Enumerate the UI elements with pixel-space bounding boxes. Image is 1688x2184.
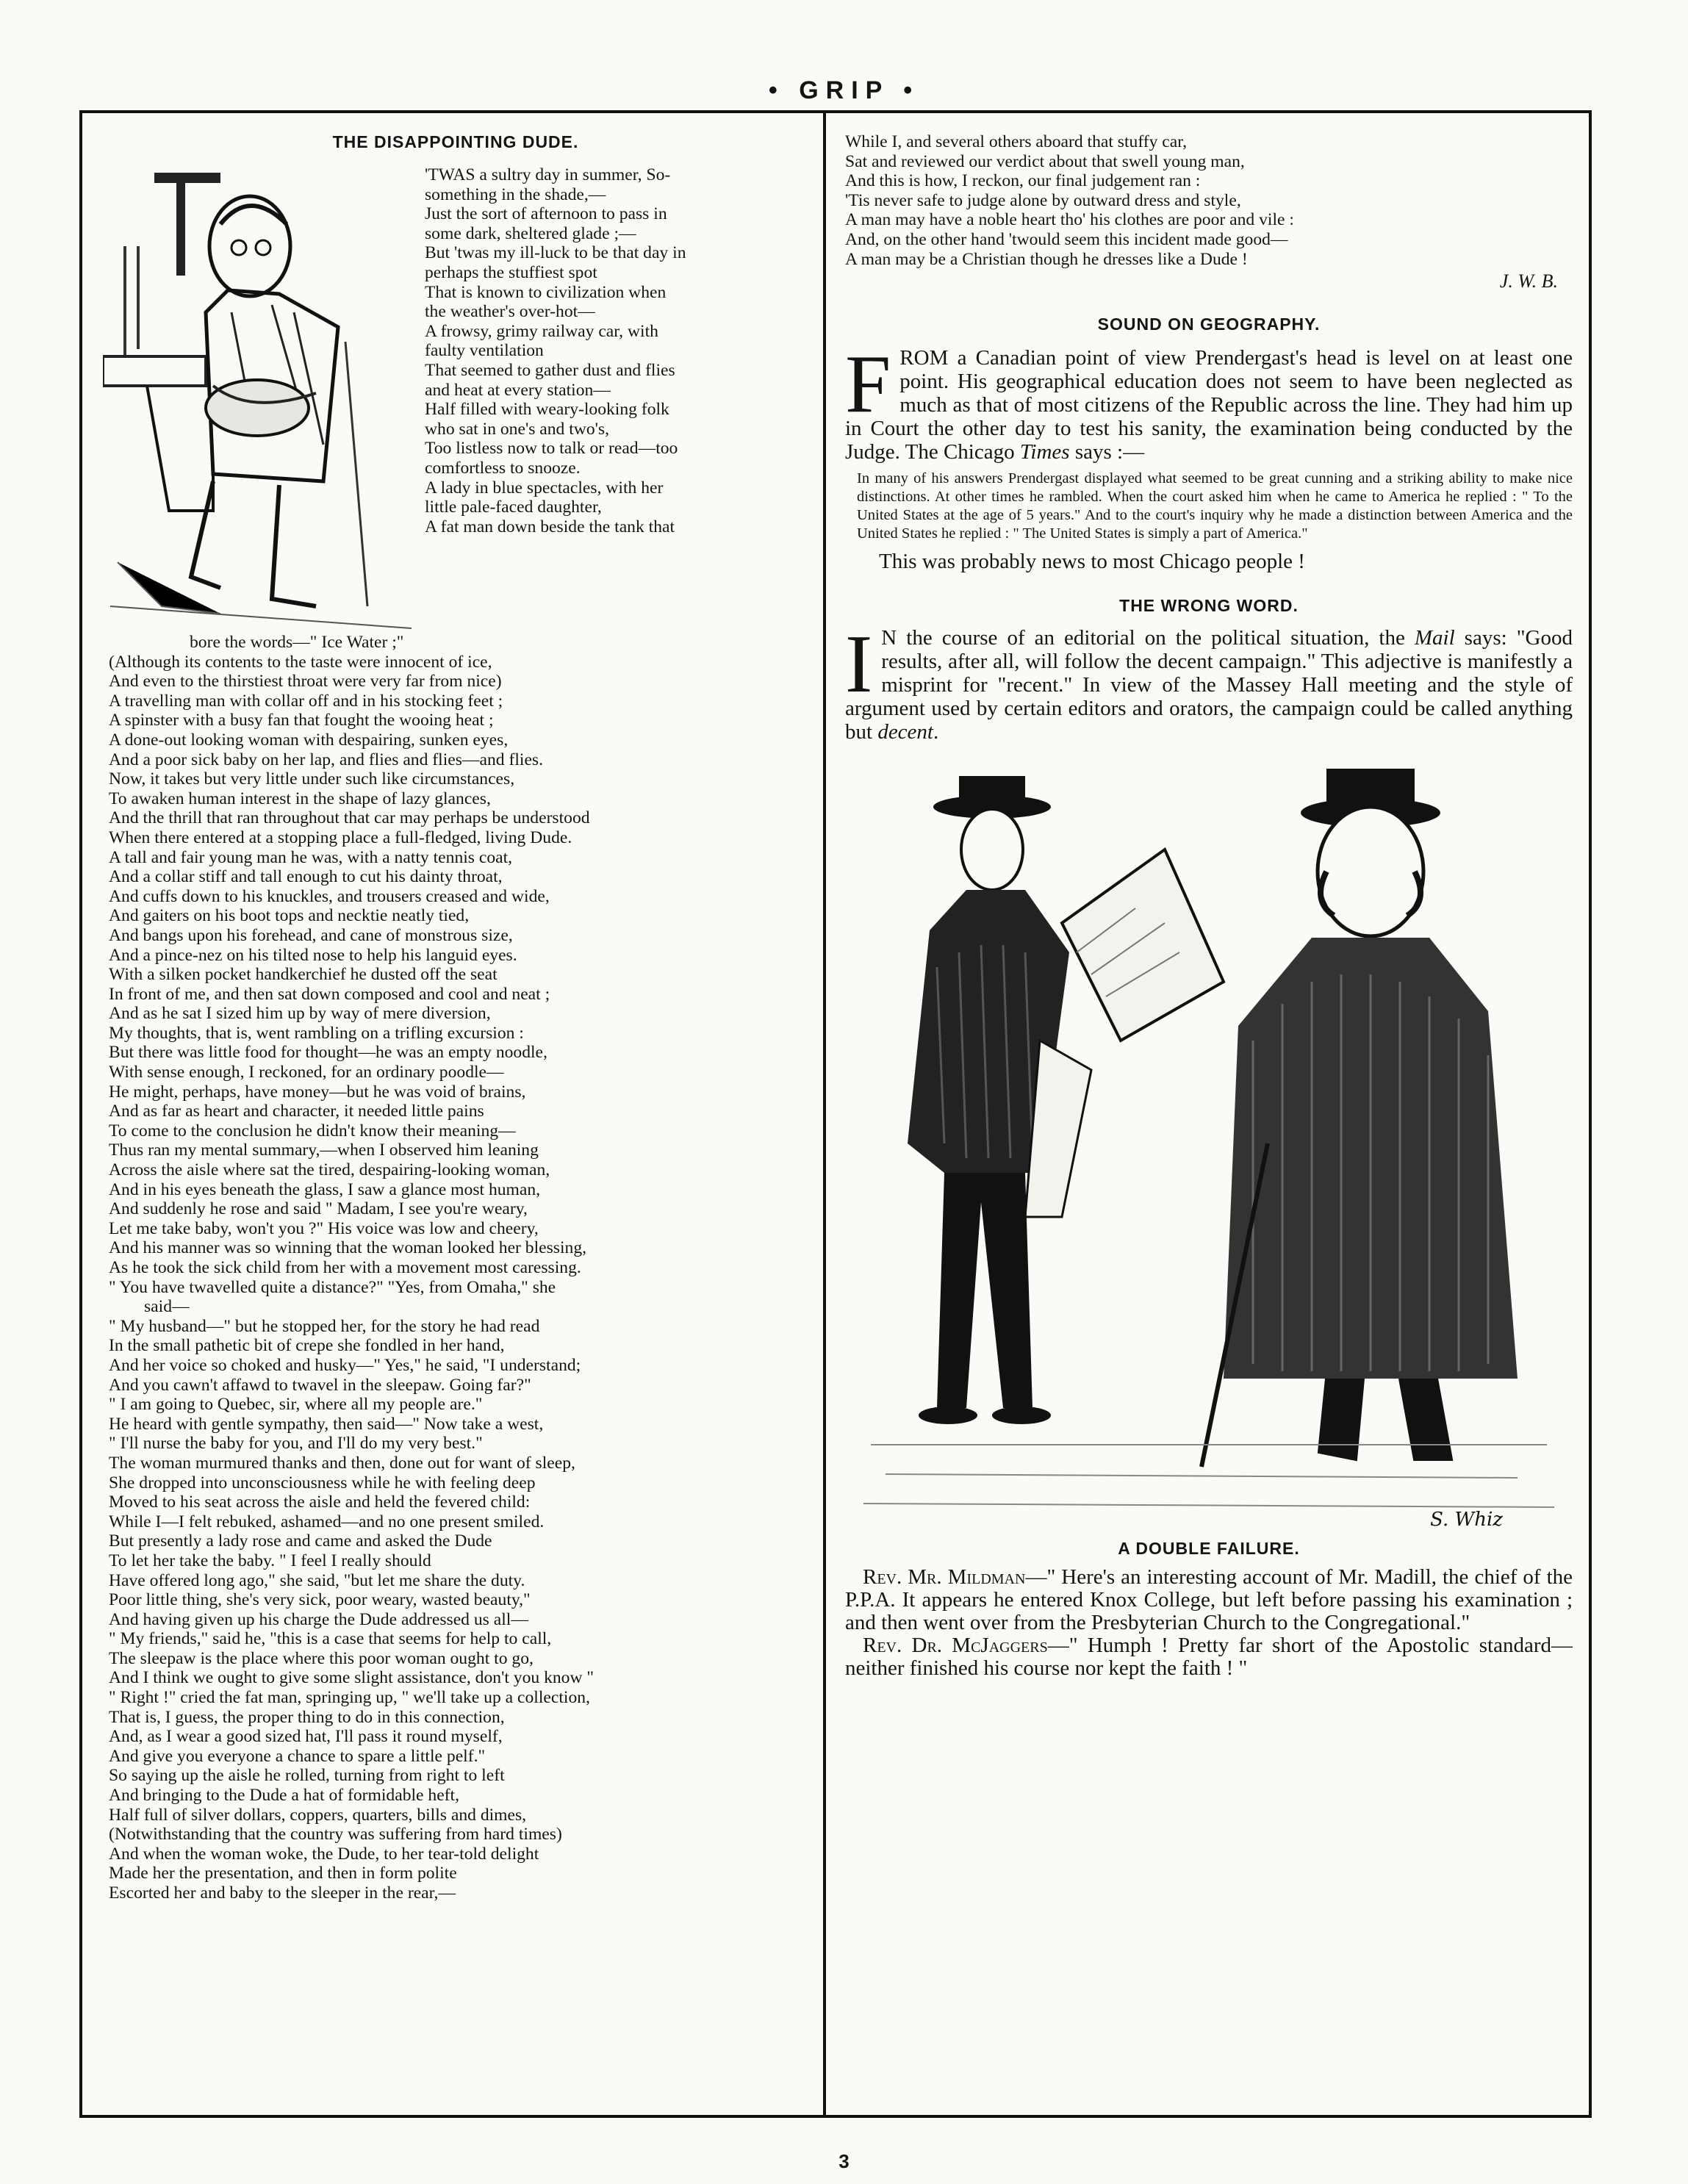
- poem-line: And as he sat I sized him up by way of mere diversion,: [109, 1004, 491, 1024]
- poem-line: Moved to his seat across the aisle and held the fevered child:: [109, 1492, 531, 1512]
- poem-line: But presently a lady rose and came and asked the Dude: [109, 1531, 492, 1551]
- poem-line: " My friends," said he, "this is a case that seems for help to call,: [109, 1629, 552, 1649]
- poem-line: Made her the presentation, and then in form polite: [109, 1864, 457, 1883]
- dialogue-mcjaggers-text: —" Humph ! Pretty far short of the Apostolic standard—neither finished his course nor kept the faith ! ": [845, 1634, 1573, 1681]
- poem-line: And having given up his charge the Dude addressed us all—: [109, 1609, 528, 1629]
- geography-text-a: ROM a Canadian point of view Prendergast's head is level on at least one point. His geographical education does not seem to have been neglected as much as that of most citizens of the Republic across the line. They had him up in Court the other day to test his sanity, the examination being conducted by the Judge. The Chicago: [845, 346, 1573, 464]
- poem-line: A travelling man with collar off and in his stocking feet ;: [109, 691, 503, 711]
- poem-line: In the small pathetic bit of crepe she fondled in her hand,: [109, 1336, 505, 1356]
- poem-title: THE DISAPPOINTING DUDE.: [332, 132, 579, 151]
- poem-line: 'Tis never safe to judge alone by outward dress and style,: [845, 190, 1241, 210]
- poem-line: " Right !" cried the fat man, springing up, " we'll take up a collection,: [109, 1688, 590, 1708]
- dialogue-mildman-text: —" Here's an interesting account of Mr. Madill, the chief of the P.P.A. It appears he entered Knox College, but left before passing his examination ; and then went over from the Presbyterian Church to the Congregational.": [845, 1565, 1573, 1635]
- poem-line: The woman murmured thanks and then, done out for want of sleep,: [109, 1453, 575, 1473]
- poem-line: And gaiters on his boot tops and necktie neatly tied,: [109, 906, 470, 926]
- wrong-word-mail: Mail: [1414, 626, 1455, 650]
- poem-line: Escorted her and baby to the sleeper in the rear,—: [109, 1883, 456, 1903]
- poem-line: To let her take the baby. " I feel I really should: [109, 1551, 431, 1570]
- geography-text-b: says :—: [1069, 440, 1145, 464]
- poem-line: And in his eyes beneath the glass, I saw a glance most human,: [109, 1179, 541, 1199]
- poem-line: 'TWAS a sultry day in summer, So-: [425, 165, 671, 184]
- poem-line: With a silken pocket handkerchief he dusted off the seat: [109, 965, 498, 985]
- geography-paragraph: [845, 339, 1573, 464]
- poem-line: Just the sort of afternoon to pass in: [425, 204, 667, 224]
- poem-line: said—: [144, 1297, 190, 1317]
- poem-line: So saying up the aisle he rolled, turning from right to left: [109, 1766, 505, 1786]
- dialogue-mcjaggers: [845, 1634, 1573, 1680]
- poem-line: A frowsy, grimy railway car, with: [425, 321, 658, 341]
- poem-line: When there entered at a stopping place a full-fledged, living Dude.: [109, 827, 572, 847]
- wrong-word-text-a: N the course of an editorial on the political situation, the: [881, 626, 1415, 650]
- poem-line: But there was little food for thought—he was an empty noodle,: [109, 1043, 547, 1063]
- poem-signature: J. W. B.: [1499, 270, 1558, 292]
- poem-line: " You have twavelled quite a distance?" "Yes, from Omaha," she: [109, 1277, 556, 1297]
- young-minister-figure: [908, 776, 1224, 1424]
- poem-line: And bringing to the Dude a hat of formidable heft,: [109, 1786, 459, 1806]
- poem-line: perhaps the stuffiest spot: [425, 262, 597, 282]
- poem-line: And a collar stiff and tall enough to cut his dainty throat,: [109, 867, 503, 887]
- poem-line: And his manner was so winning that the woman looked her blessing,: [109, 1238, 587, 1258]
- geography-dropcap: F: [845, 339, 891, 431]
- poem-body: [103, 633, 808, 1903]
- artist-signature: S. Whiz: [1430, 1509, 1503, 1531]
- poem-line: And, as I wear a good sized hat, I'll pass it round myself,: [109, 1727, 503, 1747]
- poem-line: And suddenly he rose and said " Madam, I see you're weary,: [109, 1199, 528, 1219]
- poem-line: comfortless to snooze.: [425, 458, 581, 478]
- poem-line: faulty ventilation: [425, 341, 544, 361]
- poem-line: And give you everyone a chance to spare a little pelf.": [109, 1746, 486, 1766]
- poem-line: " My husband—" but he stopped her, for the story he had read: [109, 1316, 540, 1336]
- poem-line: A done-out looking woman with despairing, sunken eyes,: [109, 730, 509, 750]
- poem-line: Now, it takes but very little under such like circumstances,: [109, 769, 515, 789]
- poem-line: And bangs upon his forehead, and cane of monstrous size,: [109, 925, 513, 945]
- masthead: • GRIP •: [768, 76, 920, 104]
- poem-line: and heat at every station—: [425, 380, 611, 400]
- wrong-word-paragraph: [845, 619, 1573, 744]
- poem-line: (Notwithstanding that the country was suffering from hard times): [109, 1825, 562, 1844]
- geography-title: SOUND ON GEOGRAPHY.: [1097, 315, 1321, 334]
- dialogue-mildman: [845, 1566, 1573, 1634]
- poem-line: " I'll nurse the baby for you, and I'll do my very best.": [109, 1434, 483, 1454]
- poem-line: some dark, sheltered glade ;—: [425, 223, 636, 243]
- wrong-word-decent: decent: [877, 720, 933, 744]
- poem-line: Half full of silver dollars, coppers, quarters, bills and dimes,: [109, 1805, 527, 1825]
- wrong-word-title: THE WRONG WORD.: [1119, 596, 1299, 616]
- poem-line: While I—I felt rebuked, ashamed—and no one present smiled.: [109, 1512, 545, 1531]
- poem-line: To awaken human interest in the shape of lazy glances,: [109, 789, 491, 808]
- wrong-word-dropcap: I: [845, 619, 873, 711]
- poem-line: Sat and reviewed our verdict about that swell young man,: [845, 151, 1245, 171]
- poem-line: (Although its contents to the taste were innocent of ice,: [109, 652, 492, 672]
- poem-line: And when the woman woke, the Dude, to her tear-told delight: [109, 1844, 539, 1864]
- poem-line: And her voice so choked and husky—" Yes," he said, "I understand;: [109, 1355, 581, 1375]
- poem-line: Poor little thing, she's very sick, poor weary, wasted beauty,": [109, 1590, 531, 1610]
- double-failure-cartoon: [856, 761, 1562, 1533]
- poem-line: And a pince-nez on his tilted nose to help his languid eyes.: [109, 945, 517, 965]
- poem-line: And the thrill that ran throughout that car may perhaps be understood: [109, 808, 590, 828]
- poem-line: With sense enough, I reckoned, for an ordinary poodle—: [109, 1063, 504, 1082]
- poem-line: She dropped into unconsciousness while he with feeling deep: [109, 1473, 536, 1492]
- geography-closing: This was probably news to most Chicago people !: [879, 550, 1305, 574]
- poem-line: A man may be a Christian though he dresses like a Dude !: [845, 249, 1248, 269]
- poem-line: Half filled with weary-looking folk: [425, 400, 669, 420]
- poem-line: But 'twas my ill-luck to be that day in: [425, 243, 686, 263]
- poem-line: And this is how, I reckon, our final judgement ran :: [845, 171, 1201, 191]
- speaker-mcjaggers: Rev. Dr. McJaggers: [863, 1634, 1048, 1658]
- poem-line: He might, perhaps, have money—but he was void of brains,: [109, 1082, 526, 1102]
- poem-line: That is known to civilization when: [425, 282, 667, 302]
- poem-line: Thus ran my mental summary,—when I observed him leaning: [109, 1141, 539, 1160]
- poem-opening: [103, 165, 808, 536]
- poem-line: And cuffs down to his knuckles, and trousers creased and wide,: [109, 886, 550, 906]
- geography-quote: In many of his answers Prendergast displayed what seemed to be great cunning and a striking ability to make nice distinctions. At other times he rambled. When the court asked him when he came to America he replied : " To the United States at the age of 5 years." And to the court's inquiry why he made a distinction between America and the United States he replied : " The United States is simply a part of America.": [857, 470, 1573, 542]
- poem-line: That seemed to gather dust and flies: [425, 360, 675, 380]
- poem-line: A spinster with a busy fan that fought the wooing heat ;: [109, 711, 494, 730]
- poem-line: As he took the sick child from her with a movement most caressing.: [109, 1258, 581, 1277]
- column-divider: [823, 110, 826, 2118]
- poem-line: And, on the other hand 'twould seem this incident made good—: [845, 229, 1288, 249]
- poem-line: In front of me, and then sat down composed and cool and neat ;: [109, 984, 550, 1004]
- poem-line: something in the shade,—: [425, 184, 606, 204]
- wrong-word-text-b: says: "Good results, after all, will follow the decent campaign." This adjective is manifestly a misprint for "recent." In view of the Massey Hall meeting and the style of argument used by certain editors and orators, the campaign could be called anything but: [845, 626, 1573, 744]
- poem-line: Too listless now to talk or read—too: [425, 439, 678, 459]
- poem-line: To come to the conclusion he didn't know their meaning—: [109, 1121, 516, 1141]
- older-minister-figure: [1202, 769, 1518, 1467]
- poem-line: The sleepaw is the place where this poor woman ought to go,: [109, 1648, 534, 1668]
- poem-line: Let me take baby, won't you ?" His voice was low and cheery,: [109, 1218, 539, 1238]
- poem-line: He heard with gentle sympathy, then said—" Now take a west,: [109, 1414, 544, 1434]
- poem-line: little pale-faced daughter,: [425, 497, 602, 517]
- poem-line: And even to the thirstiest throat were very far from nice): [109, 672, 502, 692]
- poem-line: And a poor sick baby on her lap, and flies and flies—and flies.: [109, 750, 543, 769]
- poem-line: A man may have a noble heart tho' his clothes are poor and vile :: [845, 210, 1294, 230]
- poem-continuation: [845, 132, 1573, 269]
- speaker-mildman: Rev. Mr. Mildman: [863, 1565, 1026, 1589]
- poem-line: While I, and several others aboard that stuffy car,: [845, 132, 1188, 151]
- poem-line: Across the aisle where sat the tired, despairing-looking woman,: [109, 1160, 550, 1180]
- poem-line: My thoughts, that is, went rambling on a trifling excursion :: [109, 1023, 524, 1043]
- poem-line: And you cawn't affawd to twavel in the sleepaw. Going far?": [109, 1375, 531, 1395]
- poem-line: who sat in one's and two's,: [425, 419, 609, 439]
- poem-line: A tall and fair young man he was, with a natty tennis coat,: [109, 847, 513, 867]
- poem-line: A lady in blue spectacles, with her: [425, 478, 664, 497]
- wrong-word-text-c: .: [933, 720, 939, 744]
- right-column: [845, 132, 1573, 1680]
- poem-line: bore the words—" Ice Water ;": [190, 633, 404, 652]
- poem-line: And as far as heart and character, it needed little pains: [109, 1102, 484, 1121]
- poem-line: " I am going to Quebec, sir, where all my people are.": [109, 1395, 483, 1415]
- poem-line: That is, I guess, the proper thing to do in this connection,: [109, 1707, 505, 1727]
- left-column: [103, 132, 808, 1903]
- railway-car-illustration: [103, 165, 419, 633]
- poem-line: A fat man down beside the tank that: [425, 517, 675, 536]
- cartoon-title: A DOUBLE FAILURE.: [1118, 1539, 1300, 1559]
- geography-times: Times: [1019, 440, 1070, 464]
- poem-line: And I think we ought to give some slight assistance, don't you know ": [109, 1668, 595, 1688]
- page-number: 3: [838, 2150, 850, 2172]
- poem-line: Have offered long ago," she said, "but let me share the duty.: [109, 1570, 525, 1590]
- poem-line: the weather's over-hot—: [425, 302, 595, 322]
